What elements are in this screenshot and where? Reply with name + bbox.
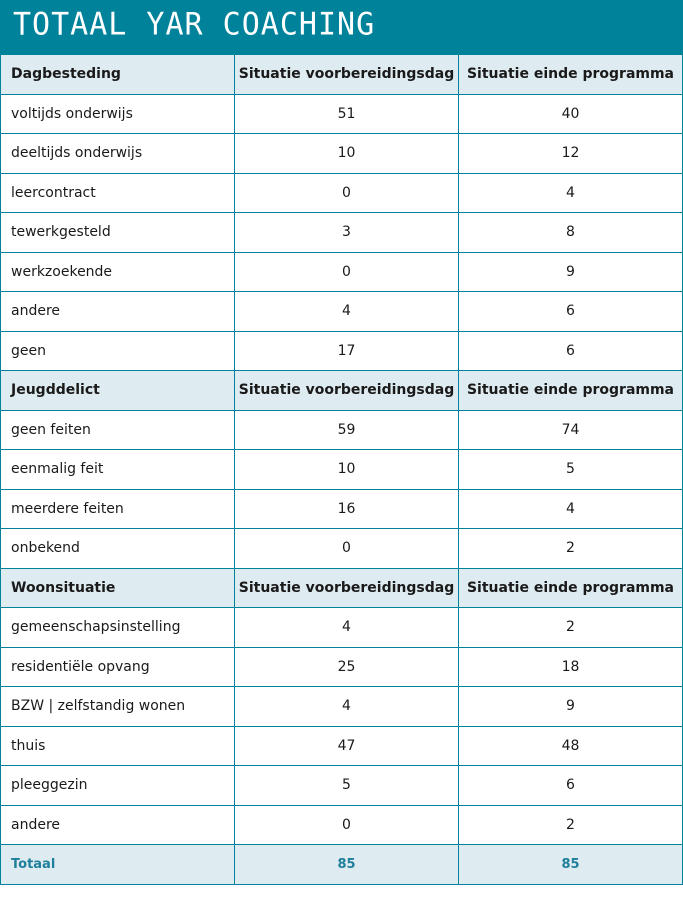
- table-row: [1, 726, 683, 766]
- table-row: [1, 173, 683, 213]
- row-label: pleeggezin: [1, 766, 235, 806]
- row-label: deeltijds onderwijs: [1, 134, 235, 174]
- end-value: 8: [459, 213, 683, 253]
- start-value: 10: [235, 134, 459, 174]
- column-header-start: Situatie voorbereidingsdag: [235, 568, 459, 608]
- end-value: 48: [459, 726, 683, 766]
- total-label: Totaal: [1, 845, 235, 885]
- section-header-row: [1, 371, 683, 411]
- table-row: [1, 608, 683, 648]
- table-row: [1, 647, 683, 687]
- section-heading: Jeugddelict: [1, 371, 235, 411]
- end-value: 6: [459, 766, 683, 806]
- section-header-row: [1, 568, 683, 608]
- table-row: [1, 450, 683, 490]
- end-value: 40: [459, 94, 683, 134]
- row-label: werkzoekende: [1, 252, 235, 292]
- end-value: 2: [459, 529, 683, 569]
- start-value: 0: [235, 805, 459, 845]
- row-label: andere: [1, 292, 235, 332]
- row-label: gemeenschapsinstelling: [1, 608, 235, 648]
- table-row: [1, 94, 683, 134]
- end-value: 9: [459, 687, 683, 727]
- section-heading: Dagbesteding: [1, 55, 235, 95]
- total-start-value: 85: [235, 845, 459, 885]
- start-value: 10: [235, 450, 459, 490]
- column-header-end: Situatie einde programma: [459, 371, 683, 411]
- page-title: TOTAAL YAR COACHING: [13, 6, 376, 43]
- table-row: [1, 331, 683, 371]
- end-value: 9: [459, 252, 683, 292]
- total-row: [1, 845, 683, 885]
- table-row: [1, 687, 683, 727]
- start-value: 51: [235, 94, 459, 134]
- start-value: 47: [235, 726, 459, 766]
- table-row: [1, 805, 683, 845]
- row-label: BZW | zelfstandig wonen: [1, 687, 235, 727]
- table-row: [1, 410, 683, 450]
- start-value: 0: [235, 252, 459, 292]
- end-value: 18: [459, 647, 683, 687]
- table-row: [1, 213, 683, 253]
- start-value: 25: [235, 647, 459, 687]
- row-label: leercontract: [1, 173, 235, 213]
- total-end-value: 85: [459, 845, 683, 885]
- end-value: 6: [459, 292, 683, 332]
- end-value: 5: [459, 450, 683, 490]
- start-value: 16: [235, 489, 459, 529]
- start-value: 4: [235, 687, 459, 727]
- row-label: onbekend: [1, 529, 235, 569]
- start-value: 17: [235, 331, 459, 371]
- start-value: 4: [235, 608, 459, 648]
- row-label: voltijds onderwijs: [1, 94, 235, 134]
- title-banner: [0, 0, 683, 54]
- end-value: 6: [459, 331, 683, 371]
- row-label: meerdere feiten: [1, 489, 235, 529]
- row-label: geen feiten: [1, 410, 235, 450]
- end-value: 74: [459, 410, 683, 450]
- row-label: andere: [1, 805, 235, 845]
- start-value: 0: [235, 529, 459, 569]
- row-label: tewerkgesteld: [1, 213, 235, 253]
- statistics-table: [0, 54, 683, 885]
- row-label: geen: [1, 331, 235, 371]
- table-row: [1, 292, 683, 332]
- row-label: eenmalig feit: [1, 450, 235, 490]
- row-label: thuis: [1, 726, 235, 766]
- end-value: 4: [459, 173, 683, 213]
- column-header-start: Situatie voorbereidingsdag: [235, 371, 459, 411]
- table-row: [1, 134, 683, 174]
- start-value: 0: [235, 173, 459, 213]
- row-label: residentiële opvang: [1, 647, 235, 687]
- table-row: [1, 529, 683, 569]
- end-value: 4: [459, 489, 683, 529]
- section-heading: Woonsituatie: [1, 568, 235, 608]
- table-row: [1, 766, 683, 806]
- start-value: 59: [235, 410, 459, 450]
- table-row: [1, 489, 683, 529]
- column-header-start: Situatie voorbereidingsdag: [235, 55, 459, 95]
- end-value: 2: [459, 608, 683, 648]
- end-value: 2: [459, 805, 683, 845]
- end-value: 12: [459, 134, 683, 174]
- table-row: [1, 252, 683, 292]
- start-value: 5: [235, 766, 459, 806]
- section-header-row: [1, 55, 683, 95]
- column-header-end: Situatie einde programma: [459, 568, 683, 608]
- column-header-end: Situatie einde programma: [459, 55, 683, 95]
- start-value: 3: [235, 213, 459, 253]
- start-value: 4: [235, 292, 459, 332]
